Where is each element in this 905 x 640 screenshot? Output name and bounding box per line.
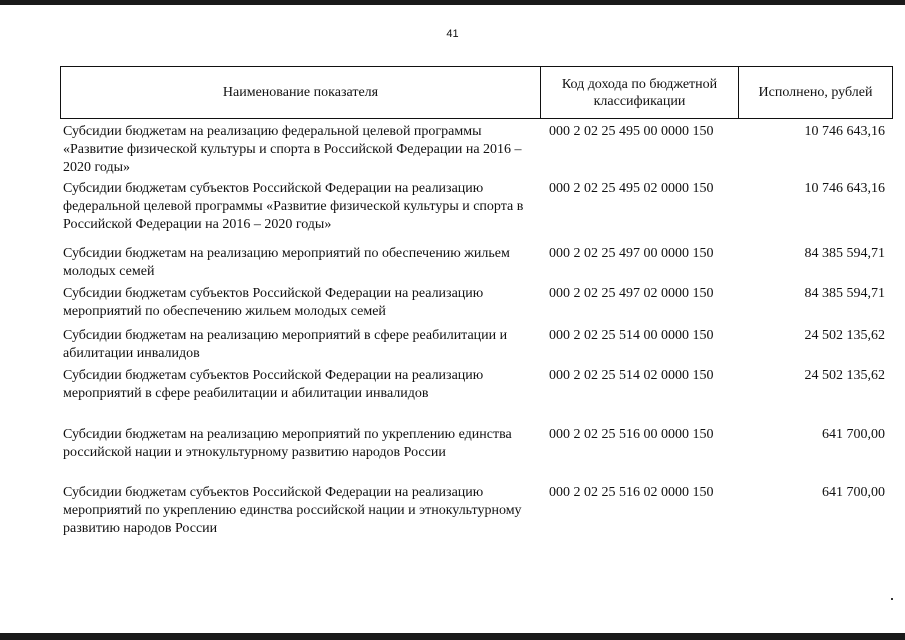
row-code: 000 2 02 25 514 00 0000 150 [549, 328, 714, 343]
row-amount: 84 385 594,71 [804, 246, 885, 261]
row-code: 000 2 02 25 495 02 0000 150 [549, 181, 714, 196]
row-code: 000 2 02 25 497 02 0000 150 [549, 286, 714, 301]
row-amount: 24 502 135,62 [804, 368, 885, 383]
row-code: 000 2 02 25 495 00 0000 150 [549, 124, 714, 139]
row-amount: 641 700,00 [822, 427, 885, 442]
table-header [60, 66, 893, 119]
row-name: Субсидии бюджетам на реализацию федеральной целевой программы «Развитие физической культуры и спорта в Российской Федерации на 2016 – 2020 годы» [63, 124, 522, 175]
row-amount: 84 385 594,71 [804, 286, 885, 301]
row-name: Субсидии бюджетам субъектов Российской Федерации на реализацию мероприятий по обеспечению жильем молодых семей [63, 286, 484, 319]
row-amount: 10 746 643,16 [804, 124, 885, 139]
row-code: 000 2 02 25 516 00 0000 150 [549, 427, 714, 442]
row-name: Субсидии бюджетам субъектов Российской Федерации на реализацию мероприятий в сфере реабилитации и абилитации инвалидов [63, 368, 484, 401]
row-code: 000 2 02 25 497 00 0000 150 [549, 246, 714, 261]
row-amount: 10 746 643,16 [804, 181, 885, 196]
bottom-border [0, 633, 905, 640]
row-code: 000 2 02 25 514 02 0000 150 [549, 368, 714, 383]
row-amount: 24 502 135,62 [804, 328, 885, 343]
row-name: Субсидии бюджетам на реализацию мероприятий по обеспечению жильем молодых семей [63, 246, 510, 279]
scan-speck [891, 598, 893, 600]
row-name: Субсидии бюджетам на реализацию мероприятий по укреплению единства российской нации и этнокультурному развитию народов России [63, 427, 512, 460]
row-name: Субсидии бюджетам субъектов Российской Федерации на реализацию мероприятий по укреплению единства российской нации и этнокультурному развитию народов России [63, 485, 522, 536]
row-name: Субсидии бюджетам субъектов Российской Федерации на реализацию федеральной целевой программы «Развитие физической культуры и спорта в Российской Федерации на 2016 – 2020 годы» [63, 181, 524, 232]
top-border [0, 0, 905, 5]
row-amount: 641 700,00 [822, 485, 885, 500]
page-number: 41 [446, 28, 459, 40]
row-name: Субсидии бюджетам на реализацию мероприятий в сфере реабилитации и абилитации инвалидов [63, 328, 508, 361]
row-code: 000 2 02 25 516 02 0000 150 [549, 485, 714, 500]
header-name: Наименование показателя [222, 85, 379, 100]
header-amount: Исполнено, рублей [758, 85, 873, 100]
header-code: Код дохода по бюджетной классификации [561, 76, 718, 109]
